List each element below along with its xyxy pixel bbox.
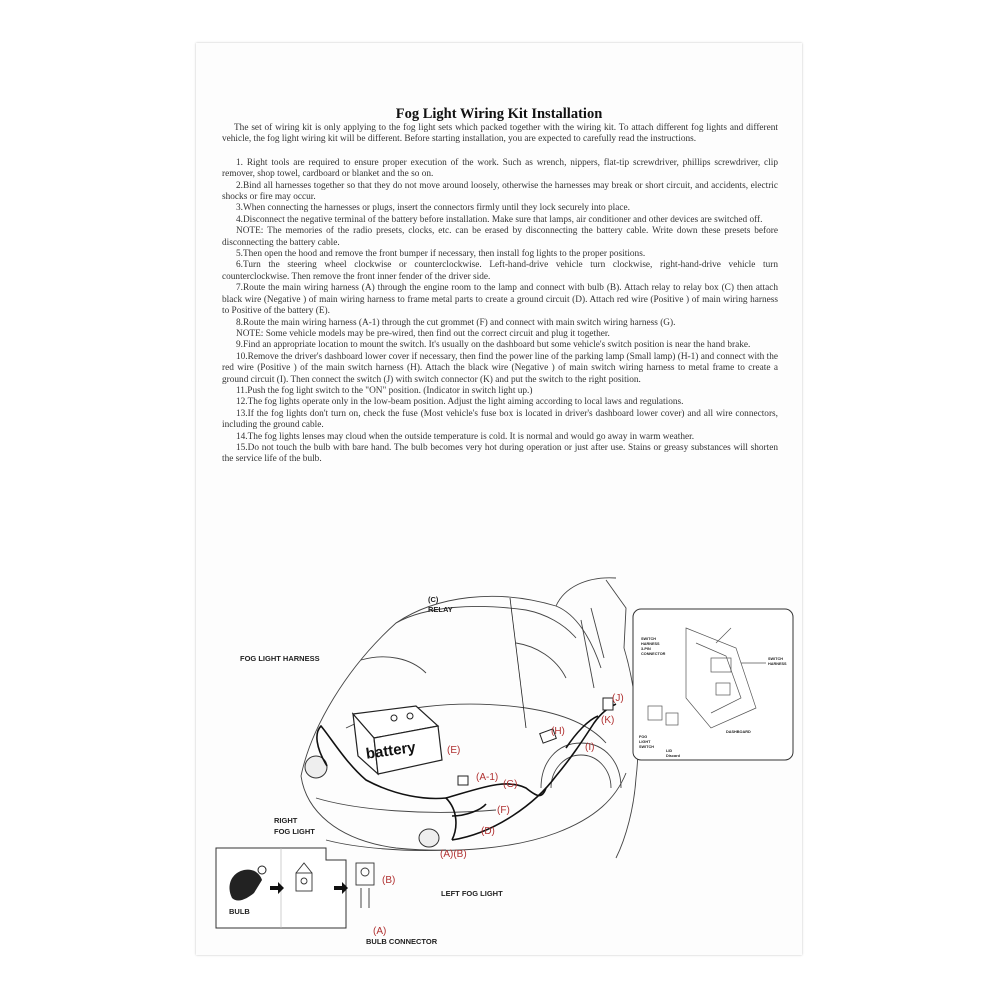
bulb-inset <box>216 848 438 946</box>
instruction-item: 6.Turn the steering wheel clockwise or counterclockwise. Left-hand-drive vehicle turn clockwise, right-hand-drive vehicle turn counterclockwise. Then remove the front inner fender of the driver side. <box>222 260 778 282</box>
instruction-item: 7.Route the main wiring harness (A) through the engine room to the lamp and connect with bulb (B). Attach relay to relay box (C) then attach black wire (Negative ) of main wiring harness to frame metal parts to create a ground circuit (D). Attach red wire (Positive ) of main wiring harness to Positive of the battery (E). <box>222 283 778 317</box>
instruction-item: 14.The fog lights lenses may cloud when the outside temperature is cold. It is normal and would go away in warm weather. <box>236 431 695 442</box>
instruction-item: 11.Push the fog light switch to the "ON" position. (Indicator in switch light up.) <box>236 385 533 396</box>
relay-leader-line <box>510 598 526 728</box>
code-ab: (A)(B) <box>440 849 467 860</box>
instruction-note: NOTE: Some vehicle models may be pre-wired, then find out the correct circuit and plug it together. <box>236 328 610 339</box>
intro-paragraph: The set of wiring kit is only applying to the fog light sets which packed together with the wiring kit. To attach different fog lights and different vehicle, the fog light wiring kit will be different. Before starting installation, you are expected to carefully read the instructions. <box>222 123 778 145</box>
code-j: (J) <box>612 693 624 704</box>
bulb-label: BULB <box>229 907 250 916</box>
wiring-diagram <box>196 548 802 955</box>
instruction-item: 12.The fog lights operate only in the low-beam position. Adjust the light aiming according to local laws and regulations. <box>236 397 684 408</box>
instruction-item: 5.Then open the hood and remove the front bumper if necessary, then install fog lights to the proper positions. <box>236 249 646 260</box>
bulb-connector-label: BULB CONNECTOR <box>366 937 438 946</box>
left-fog-light-label: LEFT FOG LIGHT <box>441 889 503 898</box>
inset-connector-line1: SWITCH <box>641 637 656 641</box>
instruction-sheet <box>196 43 802 955</box>
inset-dashboard-label: DASHBOARD <box>726 730 751 734</box>
code-h: (H) <box>551 726 565 737</box>
code-g: (G) <box>503 779 518 790</box>
instruction-item: 13.If the fog lights don't turn on, check the fuse (Most vehicle's fuse box is located in driver's dashboard lower cover) and all wire connectors, including the ground cable. <box>222 408 778 431</box>
code-e: (E) <box>447 745 461 756</box>
right-fog-light-label-1: RIGHT <box>274 816 298 825</box>
fuse-icon <box>458 776 468 785</box>
instruction-item: 9.Find an appropriate location to mount the switch. It's usually on the dashboard but some vehicle's switch position is near the hand brake. <box>236 340 751 351</box>
inset-fog-switch-line2: LIGHT <box>639 740 651 744</box>
code-f: (F) <box>497 805 510 816</box>
car-illustration <box>301 578 638 858</box>
inset-fog-switch-line3: SWITCH <box>639 745 654 749</box>
page-title: Fog Light Wiring Kit Installation <box>395 106 603 122</box>
instruction-item: 3.When connecting the harnesses or plugs, insert the connectors firmly until they lock securely into place. <box>236 203 630 214</box>
inset-switch-harness-line1: SWITCH <box>768 657 783 661</box>
code-b: (B) <box>382 875 396 886</box>
instruction-item: 15.Do not touch the bulb with bare hand. The bulb becomes very hot during operation or just after use. Stains or greasy substances will shorten the service life of the bulb. <box>222 442 778 465</box>
instruction-item: 8.Route the main wiring harness (A-1) through the cut grommet (F) and connect with main switch wiring harness (G). <box>236 317 676 328</box>
code-d: (D) <box>481 826 495 837</box>
inset-connector-line2: HARNESS <box>641 642 660 646</box>
inset-connector-line4: CONNECTOR <box>641 652 666 656</box>
inset-lid-line2: Discard <box>666 754 680 758</box>
instruction-item: 10.Remove the driver's dashboard lower cover if necessary, then find the power line of the parking lamp (Small lamp) (H-1) and connect with the red wire (Positive ) of the main switch harness (H). Attach the black wire (Negative ) of main switch wiring harness to metal frame to create a ground circuit (I). Then connect the switch (J) with switch connector (K) and put the switch to the right position. <box>222 351 778 385</box>
battery-icon <box>353 706 442 774</box>
instruction-note: NOTE: The memories of the radio presets, clocks, etc. can be erased by disconnecting the battery cable. Write down these presets before disconnecting the battery cable. <box>222 226 778 248</box>
left-fog-light-icon <box>419 829 439 847</box>
code-k: (K) <box>601 715 615 726</box>
instruction-item: 4.Disconnect the negative terminal of the battery before installation. Make sure that lamps, air conditioner and other devices are switched off. <box>236 214 763 225</box>
code-a: (A) <box>373 926 387 937</box>
code-a1: (A-1) <box>476 772 499 783</box>
right-fog-light-label-2: FOG LIGHT <box>274 827 315 836</box>
instruction-item: 2.Bind all harnesses together so that they do not move around loosely, otherwise the harnesses may break or short circuit, and accidents, electric shocks or fire may occur. <box>222 180 778 203</box>
inset-fog-switch-line1: FOG <box>639 735 648 739</box>
fog-light-harness-label: FOG LIGHT HARNESS <box>240 654 320 663</box>
battery-label: battery <box>364 738 417 763</box>
code-i: (I) <box>585 742 595 753</box>
switch-inset <box>633 609 793 760</box>
instructions-text <box>222 123 778 466</box>
instruction-item: 1. Right tools are required to ensure proper execution of the work. Such as wrench, nippers, flat-tip screwdriver, phillips screwdriver, clip remover, shop towel, cardboard or blanket and the so on. <box>222 157 778 180</box>
inset-lid-line1: LID <box>666 749 673 753</box>
inset-connector-line3: 3-PIN <box>641 647 651 651</box>
relay-code: (C) <box>428 595 439 604</box>
relay-label: RELAY <box>428 605 453 614</box>
inset-switch-harness-line2: HARNESS <box>768 662 787 666</box>
